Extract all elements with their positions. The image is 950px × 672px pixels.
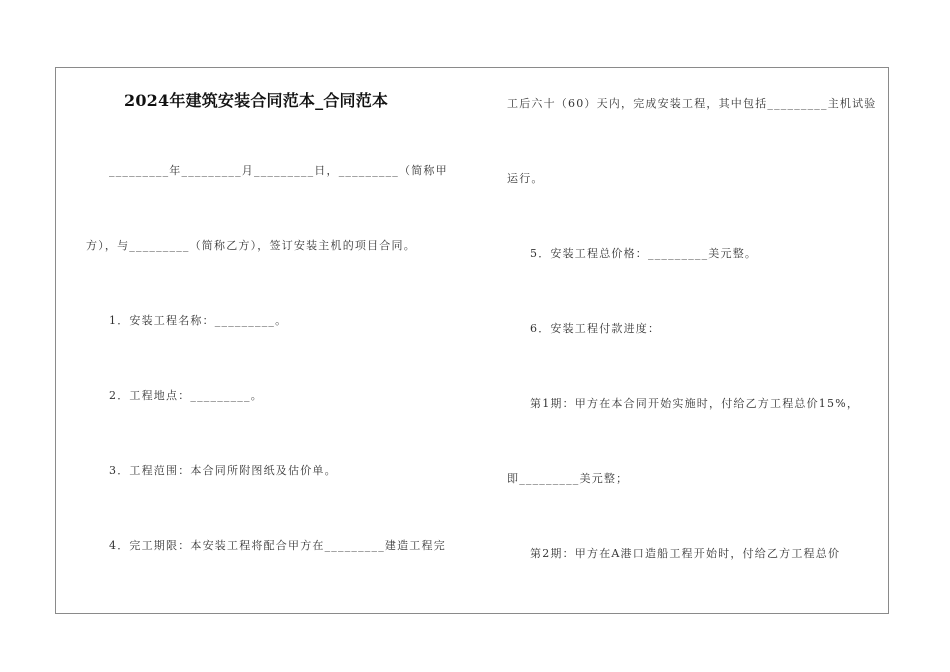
left-paragraph-line-1: _________年_________月_________日，_________（简称甲 [109,164,448,177]
left-item-2: 2．工程地点：_________。 [109,389,263,402]
right-item-6: 6．安装工程付款进度： [530,322,661,335]
payment-phase-1-amount: 即_________美元整； [507,472,629,485]
left-paragraph-line-2: 方），与_________（简称乙方），签订安装主机的项目合同。 [86,239,416,252]
right-paragraph-line-2: 运行。 [507,172,544,185]
document-title: 2024年建筑安装合同范本_合同范本 [124,91,389,110]
payment-phase-1: 第1期：甲方在本合同开始实施时，付给乙方工程总价15%， [530,397,860,410]
left-item-4: 4．完工期限：本安装工程将配合甲方在_________建造工程完 [109,539,446,552]
payment-phase-2: 第2期：甲方在A港口造船工程开始时，付给乙方工程总价 [530,547,841,560]
right-paragraph-line-1: 工后六十（60）天内，完成安装工程，其中包括_________主机试验 [507,97,877,110]
left-item-1: 1．安装工程名称：_________。 [109,314,288,327]
left-item-3: 3．工程范围：本合同所附图纸及估价单。 [109,464,337,477]
right-item-5: 5．安装工程总价格：_________美元整。 [530,247,758,260]
page-frame [55,67,889,614]
